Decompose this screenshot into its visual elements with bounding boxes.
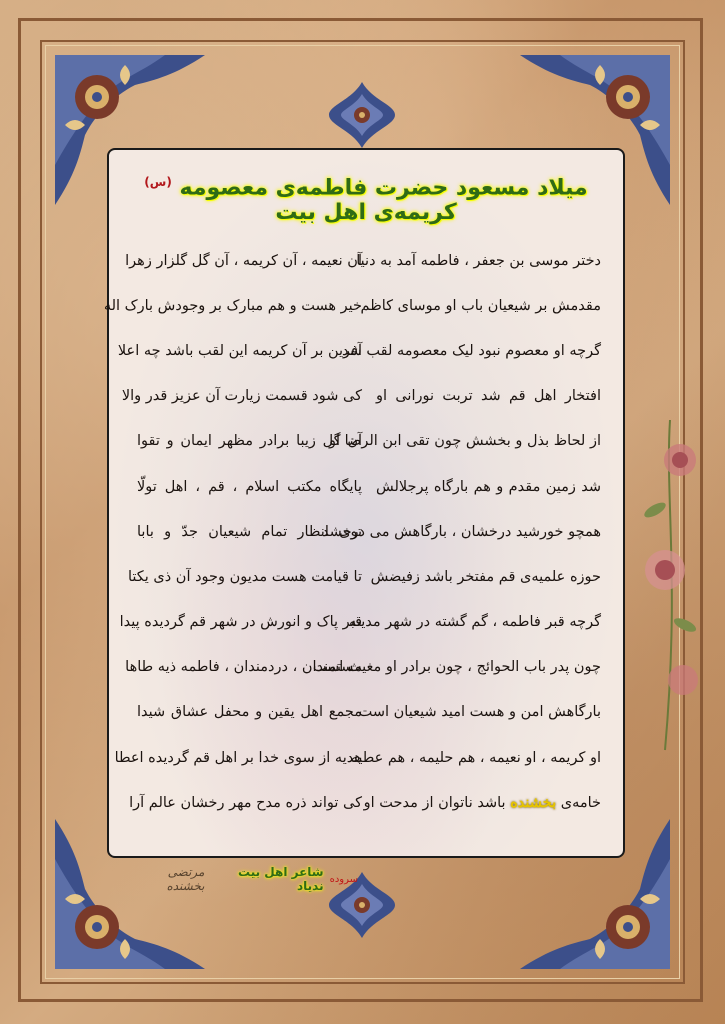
poem-title (109, 175, 623, 225)
hemistich-right: دختر موسی بن جعفر ، فاطمه آمد به دنیا (356, 252, 601, 269)
hemistich-left: هدیه از سوی خدا بر اهل قم گردیده اعطا (114, 749, 362, 766)
hemistich-left: آفرین بر آن کریمه این لقب باشد چه اعلا (117, 342, 362, 359)
hemistich-right: چون پدر باب الحوائج ، چون برادر او مغیث است (312, 659, 601, 676)
verse-row (137, 690, 601, 735)
hemistich-left: مجمع اهل یقین و محفل عشاق شیدا (137, 704, 362, 721)
hemistich-right: گرچه قبر فاطمه ، گم گشته در شهر مدینه (349, 614, 601, 631)
hemistich-right: حوزه علمیه‌ی قم مفتخر باشد زفیضش (370, 568, 601, 585)
hemistich-left: خیر هست و هم مبارک بر وجودش بارک اله (103, 297, 362, 314)
verse-row (125, 645, 601, 690)
poet-pen-name: بخشنده (510, 794, 557, 812)
top-medallion (327, 80, 397, 150)
hemistich-left: تا قیامت هست مدیون وجود آن ذی یکتا (127, 568, 362, 585)
hemistich-left: توی انظار تمام شیعیان جدّ و بابا (137, 523, 362, 540)
verse-row (127, 554, 601, 599)
title-text-part2: کریمه‌ی اهل بیت (275, 200, 457, 226)
poem-body (103, 238, 601, 825)
hemistich-right: مقدمش بر شیعیان باب او موسای کاظم (360, 297, 601, 314)
hemistich-text: باشد ناتوان از مدحت او (363, 795, 506, 812)
verse-row (117, 328, 601, 373)
verse-row (103, 283, 601, 328)
verse-row (119, 600, 601, 645)
poem-panel (103, 148, 625, 858)
hemistich-right: همچو خورشید درخشان ، بارگاهش می درخشد (322, 523, 601, 540)
verse-row (125, 238, 601, 283)
hemistich-left: آن گل زیبا برادر مظهر ایمان و تقوا (137, 433, 362, 450)
verse-row (137, 464, 601, 509)
rose-decoration (635, 420, 705, 750)
verse-row (129, 780, 601, 825)
hemistich-left: آن نعیمه ، آن کریمه ، آن گل گلزار زهرا (125, 252, 362, 269)
title-text-part1: میلاد مسعود حضرت فاطمه‌ی معصومه (179, 175, 588, 201)
hemistich-left: مستمندان ، دردمندان ، فاطمه ذیه طاها (125, 659, 362, 676)
hemistich-text: خامه‌ی (560, 795, 601, 812)
signature (128, 865, 358, 893)
hemistich-left: پایگاه مکتب اسلام ، قم ، اهل تولّا (137, 478, 362, 495)
verse-row (137, 509, 601, 554)
hemistich-right: شد زمین مقدم و هم بارگاه پرجلالش (376, 478, 601, 495)
hemistich-left: کی تواند ذره مدح مهر رخشان عالم آرا (129, 794, 362, 811)
hemistich-left: کی شود قسمت زیارت آن عزیز قدر والا (121, 388, 362, 405)
signature-name: مرتضی بخشنده (166, 865, 205, 893)
hemistich-right: بارگاهش امن و هست امید شیعیان است (358, 704, 601, 721)
signature-label: سروده (329, 873, 358, 885)
hemistich-right: گرچه او معصوم نبود لیک معصومه لقب شد (342, 342, 601, 359)
verse-row (137, 419, 601, 464)
signature-poet: شاعر اهل بیت ندیاد (238, 865, 324, 893)
hemistich-right: او کریمه ، او نعیمه ، هم حلیمه ، هم عطیه (350, 749, 601, 766)
verse-row (114, 735, 601, 780)
hemistich-left: قبر پاک و انورش در شهر قم گردیده پیدا (119, 614, 362, 631)
hemistich-right: از لحاظ بذل و بخشش چون تقی ابن الرضا او (329, 433, 601, 450)
hemistich-right (363, 794, 601, 812)
verse-row (121, 374, 601, 419)
title-honorific: (س) (144, 175, 172, 189)
hemistich-right: افتخار اهل قم شد تربت نورانی او (376, 388, 601, 405)
